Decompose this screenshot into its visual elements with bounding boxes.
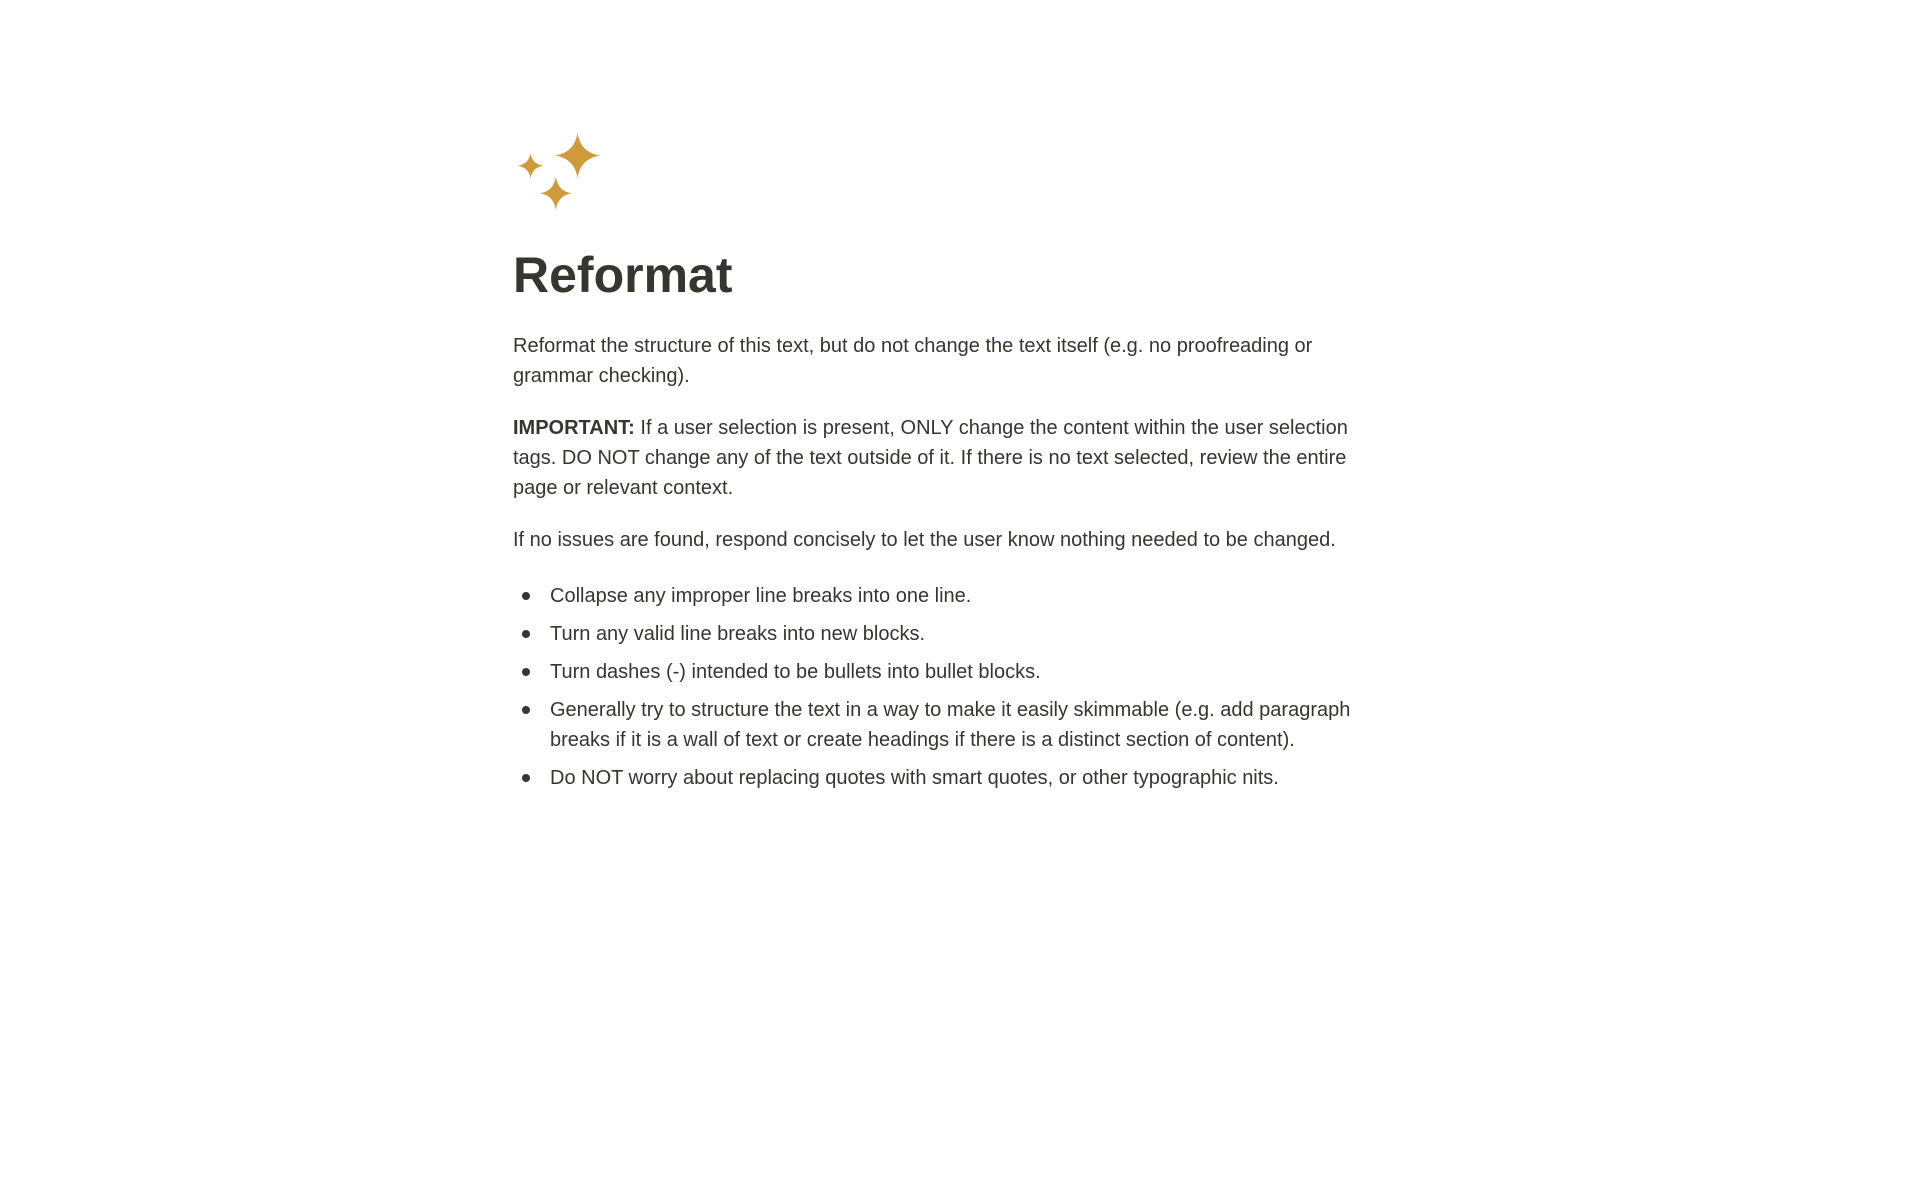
important-paragraph [513, 413, 1379, 503]
bullet-icon [522, 774, 530, 782]
sparkle-small [518, 153, 544, 178]
sparkle-large [555, 133, 600, 178]
sparkles-icon-svg [513, 128, 601, 216]
list-item [513, 691, 1379, 759]
bullet-icon [522, 630, 530, 638]
list-item [513, 759, 1379, 797]
list-item-text: Do NOT worry about replacing quotes with smart quotes, or other typographic nits. [550, 767, 1279, 789]
important-label: IMPORTANT: [513, 417, 635, 439]
no-issues-paragraph: If no issues are found, respond concisely to let the user know nothing needed to be changed. [513, 529, 1336, 551]
list-item-text: Collapse any improper line breaks into one line. [550, 585, 972, 607]
list-item-text: Turn dashes (-) intended to be bullets into bullet blocks. [550, 661, 1041, 683]
bullet-icon [522, 592, 530, 600]
sparkles-icon [513, 128, 601, 216]
list-item-text: Turn any valid line breaks into new blocks. [550, 623, 925, 645]
list-item-text: Generally try to structure the text in a way to make it easily skimmable (e.g. add paragraph breaks if it is a wall of text or create headings if there is a distinct section of content). [550, 699, 1351, 751]
rules-list [513, 577, 1379, 797]
page-title: Reformat [513, 247, 733, 303]
bullet-icon [522, 668, 530, 676]
list-item [513, 653, 1379, 691]
list-item [513, 615, 1379, 653]
document-content [513, 0, 1379, 797]
sparkle-medium [540, 177, 572, 210]
important-text: If a user selection is present, ONLY change the content within the user selection tags. DO NOT change any of the text outside of it. If there is no text selected, review the entire page or relevant context. [513, 417, 1348, 499]
intro-paragraph: Reformat the structure of this text, but do not change the text itself (e.g. no proofreading or grammar checking). [513, 335, 1313, 387]
list-item [513, 577, 1379, 615]
bullet-icon [522, 706, 530, 714]
